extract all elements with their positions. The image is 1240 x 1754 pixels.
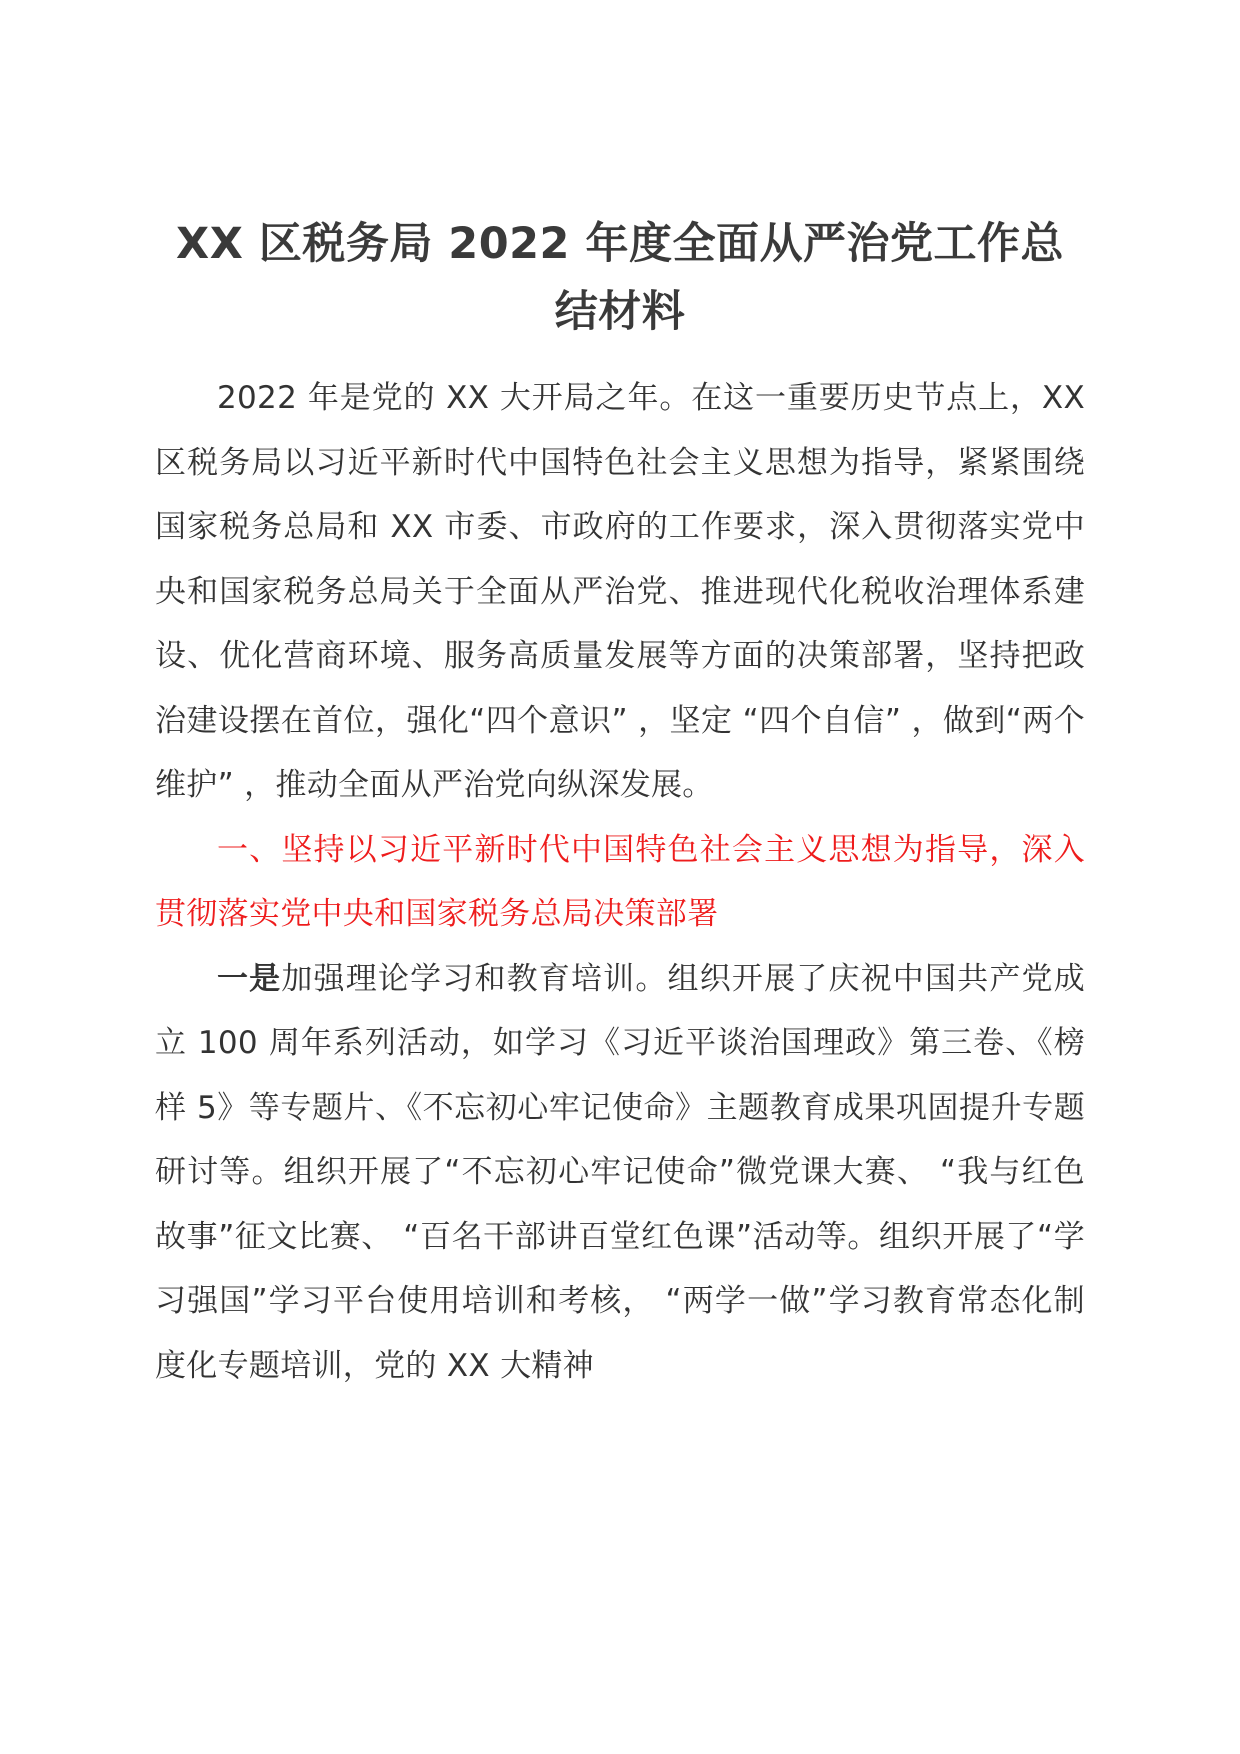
point-paragraph-1	[155, 947, 1085, 1399]
document-title: XX 区税务局 2022 年度全面从严治党工作总结材料	[176, 219, 1064, 337]
document-body	[155, 366, 1085, 1398]
point-text: 加强理论学习和教育培训。组织开展了庆祝中国共产党成立 100 周年系列活动，如学习《习近平谈治国理政》第三卷、《榜样 5》等专题片、《不忘初心牢记使命》主题教育成果巩固提升专题研讨等。组织开展了“不忘初心牢记使命”微党课大赛、 “我与红色故事”征文比赛、 “百名干部讲百堂红色课”活动等。组织开展了“学习强国”学习平台使用培训和考核， “两学一做”学习教育常态化制度化专题培训，党的 XX 大精神	[155, 960, 1086, 1384]
point-lead: 一是	[217, 960, 282, 997]
document-page	[155, 210, 1085, 1398]
intro-paragraph: 2022 年是党的 XX 大开局之年。在这一重要历史节点上，XX 区税务局以习近平新时代中国特色社会主义思想为指导，紧紧围绕国家税务总局和 XX 市委、市政府的工作要求，深入贯彻落实党中央和国家税务总局关于全面从严治党、推进现代化税收治理体系建设、优化营商环境、服务高质量发展等方面的决策部署，坚持把政治建设摆在首位，强化“四个意识” ，坚定 “四个自信” ，做到“两个维护” ，推动全面从严治党向纵深发展。	[155, 380, 1085, 803]
section-heading-1: 一、坚持以习近平新时代中国特色社会主义思想为指导，深入贯彻落实党中央和国家税务总局决策部署	[155, 831, 1085, 932]
